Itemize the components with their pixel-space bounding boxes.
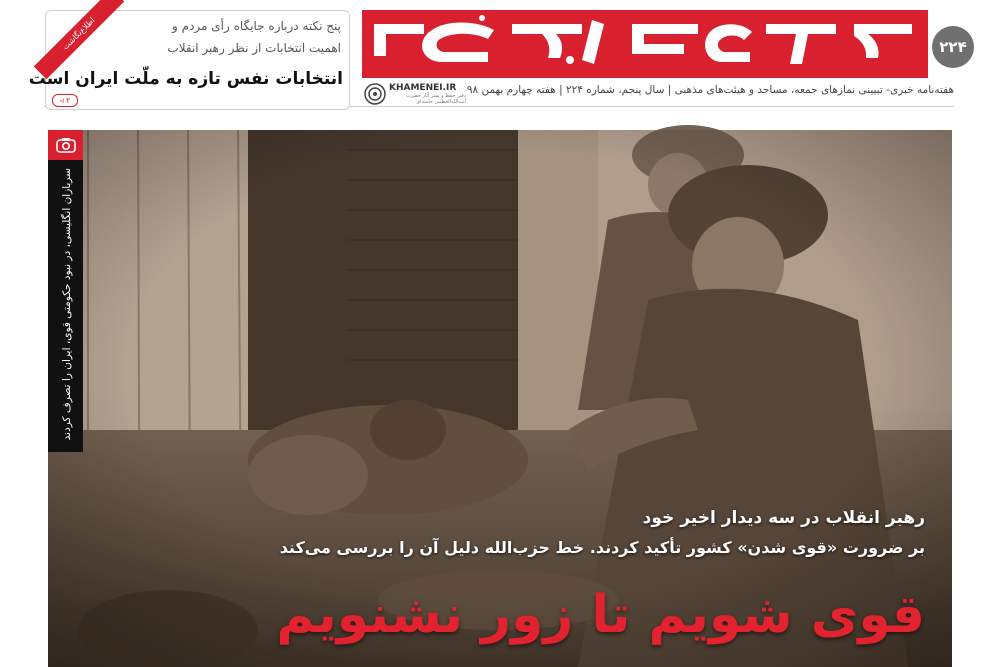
lead-line2: بر ضرورت «قوی شدن» کشور تأکید کردند. خط حزب‌الله دلیل آن را بررسی می‌کند <box>279 538 925 557</box>
brand-name: KHAMENEI.IR <box>389 83 457 93</box>
camera-icon <box>56 137 76 153</box>
camera-badge <box>48 130 83 160</box>
photo-caption-strip <box>48 130 83 452</box>
photo-caption: سربازان انگلیسی، در نبود حکومتی قوی، ایران را تصرف کردند <box>61 168 73 441</box>
teaser-box[interactable] <box>28 10 350 110</box>
teaser-subtitle-line1: پنج نکته درباره جایگاه رأی مردم و <box>172 19 341 33</box>
brand-badge[interactable] <box>364 80 466 108</box>
teaser-page-number: ۲ <box>66 96 71 105</box>
khamenei-emblem-icon <box>364 83 386 105</box>
newspaper-logo[interactable] <box>362 10 928 78</box>
issue-number: ۲۲۴ <box>939 38 967 56</box>
issue-number-badge <box>932 26 974 68</box>
infographic-ribbon: اطلاع‌نگاشت <box>34 0 125 79</box>
brand-subtitle: دفتر حفظ و نشر آثار حضرت آیت‌الله‌العظمی خامنه‌ای <box>406 93 466 105</box>
teaser-title: انتخابات نفس تازه به ملّت ایران است <box>28 69 343 89</box>
teaser-page-link[interactable] <box>52 94 78 107</box>
masthead-tagline: هفته‌نامه خبری- تبیینی نمازهای جمعه، مساجد و هیئت‌های مذهبی | سال پنجم، شماره ۲۲۴ | هفته چهارم بهمن ۹۸ <box>466 84 954 96</box>
logo-graphic <box>362 10 928 78</box>
lead-line1: رهبر انقلاب در سه دیدار اخیر خود <box>642 508 925 528</box>
page-pointer-icon: ◃ <box>59 96 64 105</box>
main-headline[interactable]: قوی شویم تا زور نشنویم <box>276 585 925 645</box>
teaser-subtitle-line2: اهمیت انتخابات از نظر رهبر انقلاب <box>167 41 341 55</box>
